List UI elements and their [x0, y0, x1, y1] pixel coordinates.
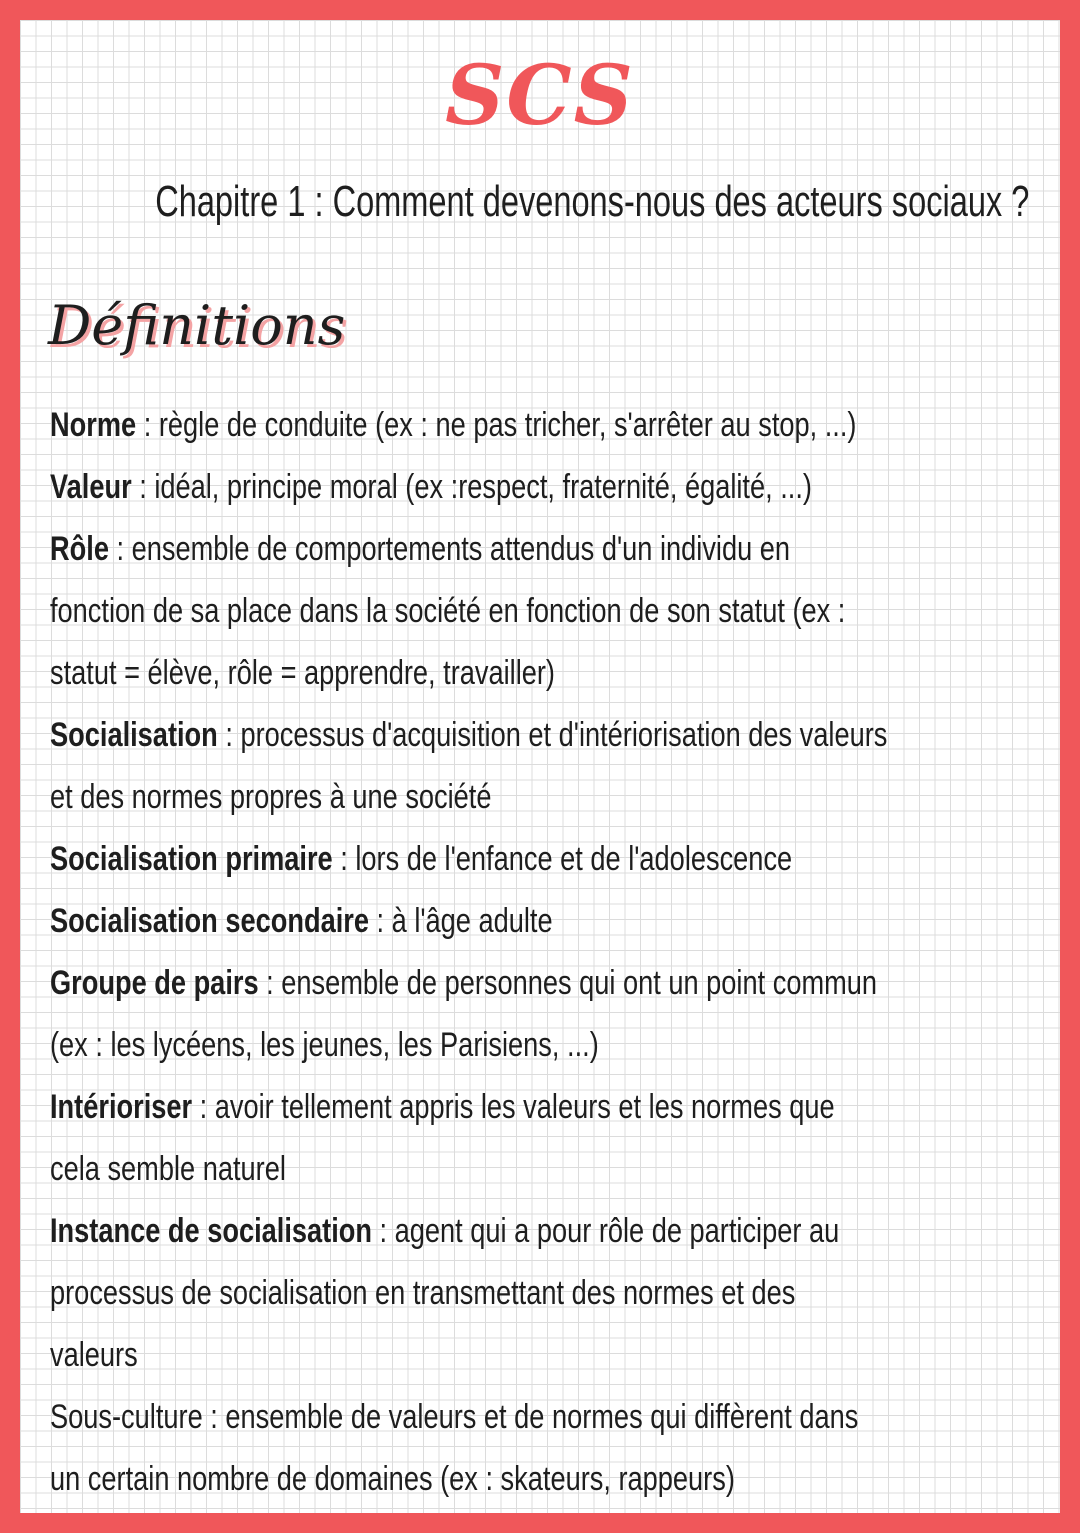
- definition-line: [50, 704, 888, 766]
- definition-term: Groupe de pairs: [50, 964, 259, 1002]
- definition-line: [50, 394, 857, 456]
- definition-line: [50, 1386, 859, 1448]
- definition-line: [50, 580, 846, 642]
- definition-line: [50, 828, 842, 890]
- definition-text: : idéal, principe moral (ex :respect, fraternité, égalité, ...): [131, 468, 812, 506]
- definition-term: Valeur: [50, 468, 132, 506]
- definition-term: Socialisation secondaire: [50, 902, 369, 940]
- definition-line: [50, 766, 842, 828]
- definition-text: Sous-culture : ensemble de valeurs et de normes qui diffèrent dans: [50, 1398, 859, 1436]
- definition-line: [50, 1448, 842, 1510]
- definition-term: Norme: [50, 406, 137, 444]
- definitions-list: [50, 394, 1040, 1510]
- definition-text: : lors de l'enfance et de l'adolescence: [332, 840, 793, 878]
- definition-text: : avoir tellement appris les valeurs et les normes que: [192, 1088, 835, 1126]
- definition-line: [50, 1262, 842, 1324]
- definition-text: (ex : les lycéens, les jeunes, les Parisiens, ...): [50, 1026, 599, 1064]
- definition-text: : ensemble de personnes qui ont un point commun: [258, 964, 878, 1002]
- notebook-page: [20, 20, 1060, 1513]
- definition-text: un certain nombre de domaines (ex : skateurs, rappeurs): [50, 1460, 735, 1498]
- definition-text: processus de socialisation en transmettant des normes et des: [50, 1274, 796, 1312]
- definition-line: [50, 890, 842, 952]
- definition-text: valeurs: [50, 1336, 138, 1374]
- definition-text: : ensemble de comportements attendus d'un individu en: [108, 530, 791, 568]
- definition-line: [50, 1138, 842, 1200]
- definition-text: fonction de sa place dans la société en fonction de son statut (ex :: [50, 592, 846, 630]
- definition-text: cela semble naturel: [50, 1150, 286, 1188]
- subject-title: SCS: [445, 48, 635, 144]
- definition-line: [50, 456, 842, 518]
- definition-line: [50, 642, 842, 704]
- definition-term: Instance de socialisation: [50, 1212, 372, 1250]
- definition-line: [50, 1014, 842, 1076]
- definition-term: Rôle: [50, 530, 109, 568]
- definition-line: [50, 518, 842, 580]
- definition-text: et des normes propres à une société: [50, 778, 492, 816]
- definition-term: Socialisation: [50, 716, 218, 754]
- definition-term: Socialisation primaire: [50, 840, 333, 878]
- chapter-title: Chapitre 1 : Comment devenons-nous des acteurs sociaux ?: [155, 177, 1030, 226]
- definition-line: [50, 1200, 842, 1262]
- definition-term: Intérioriser: [50, 1088, 193, 1126]
- definition-text: : à l'âge adulte: [368, 902, 553, 940]
- definition-text: statut = élève, rôle = apprendre, travailler): [50, 654, 555, 692]
- definition-text: : processus d'acquisition et d'intériorisation des valeurs: [217, 716, 888, 754]
- definition-text: : agent qui a pour rôle de participer au: [371, 1212, 840, 1250]
- definition-line: [50, 1076, 842, 1138]
- definition-line: [50, 952, 878, 1014]
- definition-line: [50, 1324, 842, 1386]
- definition-text: : règle de conduite (ex : ne pas tricher, s'arrêter au stop, ...): [136, 406, 857, 444]
- section-title: Définitions: [48, 294, 346, 357]
